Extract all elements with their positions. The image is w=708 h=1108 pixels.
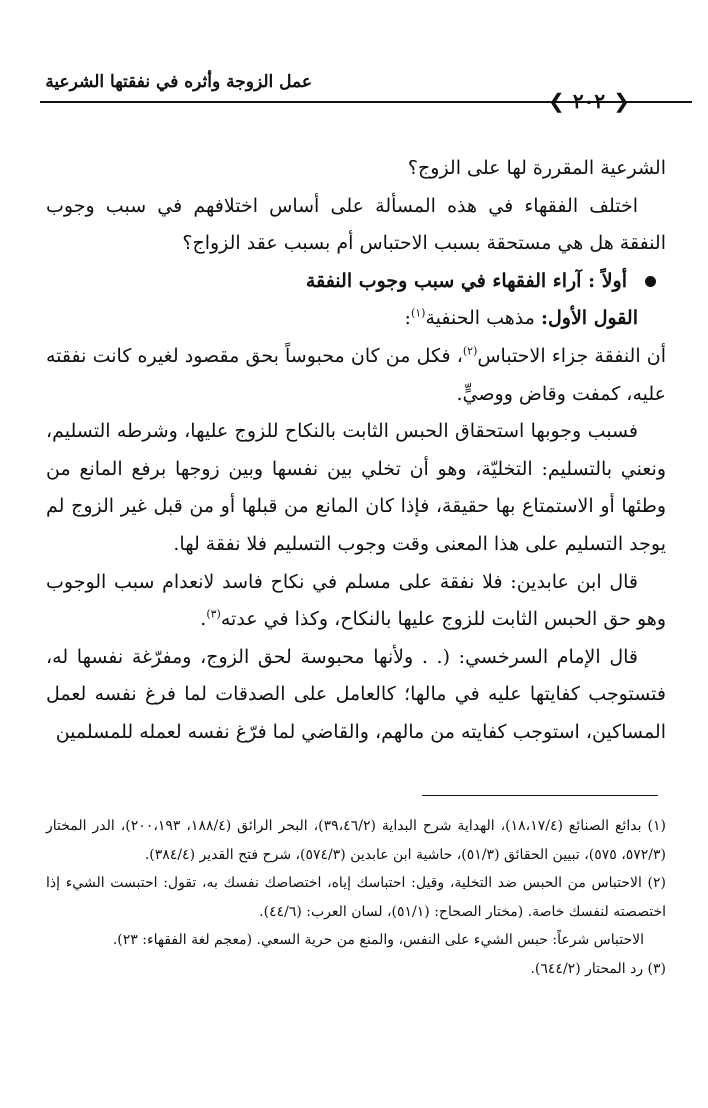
paragraph-text: .: [200, 608, 207, 631]
footnote: (١) بدائع الصنائع (١٨،١٧/٤)، الهداية شرح البداية (٣٩،٤٦/٢)، البحر الرائق (١٨٨/٤، ٢٠٠،١٩٣)، الدر المختار (٥٧٢/٣، ٥٧٥)، تبيين الحقائق (٥١/٣)، حاشية ابن عابدين (٥٧٤/٣)، شرح فتح القدير (٣٨٤/٤).: [46, 818, 666, 863]
paragraph: [46, 338, 666, 413]
header-rule-left: [40, 101, 545, 103]
footnote-continuation: الاحتباس شرعاً: حبس الشيء على النفس، والمنع من حرية السعي. (معجم لغة الفقهاء: ٢٣).: [112, 932, 644, 949]
paragraph-text: أن النفقة جزاء الاحتباس: [477, 344, 666, 367]
paragraph: اختلف الفقهاء في هذه المسألة على أساس اختلافهم في سبب وجوب النفقة هل هي مستحقة بسبب الاحتباس أم بسبب عقد الزواج؟: [46, 194, 666, 255]
section-heading: [46, 263, 666, 301]
subheading-text: مذهب الحنفية: [425, 307, 535, 330]
footnote: (٣) رد المحتار (٦٤٤/٢).: [530, 960, 666, 977]
right-bracket-icon: ❯: [548, 89, 565, 113]
paragraph-text: قال ابن عابدين: فلا نفقة على مسلم في نكاح فاسد لانعدام سبب الوجوب وهو حق الحبس الثابت للزوج عليها بالنكاح، وكذا في عدته: [46, 570, 666, 631]
footnote-ref: (٢): [462, 344, 478, 358]
paragraph: [46, 564, 666, 639]
running-title: عمل الزوجة وأثره في نفقتها الشرعية: [45, 72, 312, 92]
paragraph-text: ، فكل من كان محبوساً بحق مقصود لغيره كانت نفقته عليه، كمفت وقاض ووصيٍّ.: [46, 344, 666, 405]
footnote-separator: [422, 795, 658, 796]
subheading-label: القول الأول:: [540, 307, 638, 330]
page-number: ٢٠٢: [572, 89, 606, 113]
bullet-icon: [645, 276, 656, 287]
footnote-ref: (١): [410, 307, 426, 321]
main-text: [46, 150, 666, 752]
paragraph: قال الإمام السرخسي: (. . ولأنها محبوسة لحق الزوج، ومفرّغة نفسها له، فتستوجب كفايتها عليه في مالها؛ كالعامل على الصدقات لما فرغ نفسه لعمل المساكين، استوجب كفايته من مالهم، والقاضي لما فرّغ نفسه لعمله للمسلمين: [46, 645, 666, 743]
section-heading-text: أولاً : آراء الفقهاء في سبب وجوب النفقة: [305, 269, 627, 292]
subheading: القول الأول: مذهب الحنفية$^{(١)}$:: [404, 307, 638, 330]
footnotes: [46, 812, 666, 984]
page-number-box: [544, 87, 634, 115]
left-bracket-icon: ❮: [613, 89, 630, 113]
paragraph: الشرعية المقررة لها على الزوج؟: [407, 157, 666, 179]
footnote: (٢) الاحتباس من الحبس ضد التخلية، وقيل: احتباسك إياه، اختصاصك نفسك به، تقول: احتبست الشيء إذا اختصصته لنفسك خاصة. (مختار الصحاح: (٥١/١)، لسان العرب: (٤٤/٦).: [46, 875, 666, 920]
paragraph: فسبب وجوبها استحقاق الحبس الثابت بالنكاح للزوج عليها، وشرطه التسليم، ونعني بالتسليم: التخليّة، وهو أن تخلي بين نفسها وبين زوجها برفع المانع من وطئها أو الاستمتاع بها حقيقة، فإذا كان المانع من قبلها أو من قبل غير الزوج لم يوجد التسليم على هذا المعنى وقت وجوب التسليم فلا نفقة لها.: [46, 420, 666, 555]
footnote-ref: (٣): [206, 607, 221, 621]
